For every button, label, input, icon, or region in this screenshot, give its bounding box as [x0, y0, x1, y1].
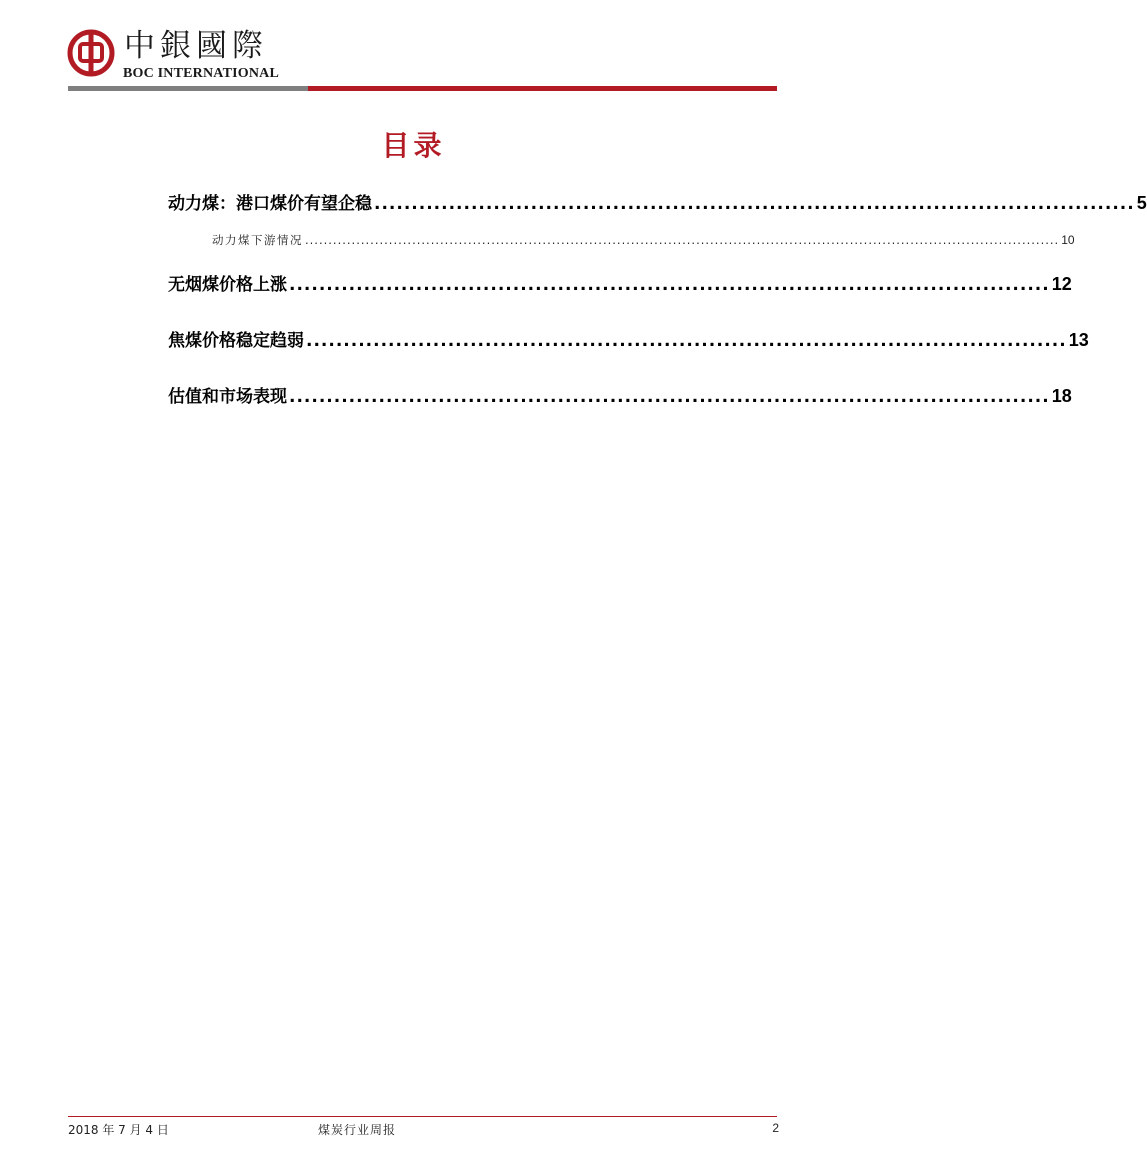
- boc-logo-icon: [68, 30, 114, 76]
- toc-dot-leader: ......................................................................................................: [289, 387, 1050, 407]
- toc-entry-page: 5: [1136, 193, 1147, 213]
- toc-entry-label: 动力煤：港口煤价有望企稳: [168, 194, 372, 214]
- logo-english-name: BOC INTERNATIONAL: [123, 66, 279, 81]
- toc-entry[interactable]: [168, 270, 1072, 295]
- toc-dot-leader: ......................................................................................................: [289, 275, 1050, 295]
- header-rule-gray: [68, 86, 308, 91]
- toc-dot-leader: ......................................................................................................: [306, 331, 1067, 351]
- toc-entry-page: 12: [1051, 274, 1072, 294]
- toc-subentry[interactable]: [212, 232, 1075, 248]
- footer-date: 2018 年 7 月 4 日: [68, 1123, 169, 1137]
- toc-entry-label: 焦煤价格稳定趋弱: [168, 331, 304, 351]
- footer-doc-title: 煤炭行业周报: [318, 1123, 397, 1137]
- toc-dot-leader: ..................................................................................................................................................................: [305, 233, 1060, 247]
- toc-entry-page: 10: [1061, 233, 1075, 247]
- toc-entry[interactable]: [168, 382, 1072, 407]
- toc-entry[interactable]: [168, 326, 1089, 351]
- toc-entry-page: 18: [1051, 386, 1072, 406]
- header-rule-red: [308, 86, 777, 91]
- toc-entry-label: 估值和市场表现: [168, 387, 287, 407]
- logo-chinese-name: 中銀國際: [124, 28, 268, 64]
- toc-dot-leader: ......................................................................................................: [374, 194, 1135, 214]
- footer-rule: [68, 1116, 777, 1117]
- toc-entry-page: 13: [1068, 330, 1089, 350]
- toc-entry-label: 动力煤下游情况: [212, 233, 303, 247]
- toc-entry[interactable]: [168, 189, 1147, 214]
- header-logo: [68, 28, 308, 86]
- footer-page-number: 2: [772, 1121, 779, 1135]
- toc-entry-label: 无烟煤价格上涨: [168, 275, 287, 295]
- toc-title: 目录: [381, 129, 446, 162]
